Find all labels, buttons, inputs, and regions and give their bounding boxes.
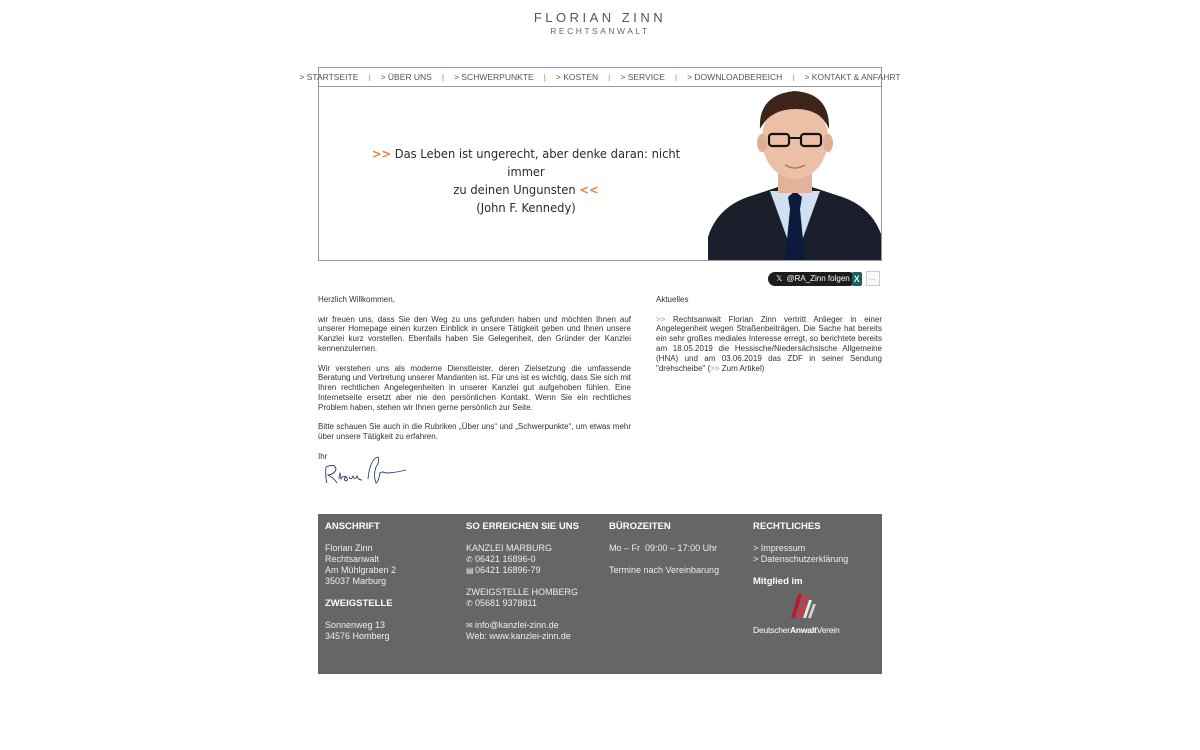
nav-downloadbereich[interactable]: > DOWNLOADBEREICH bbox=[687, 72, 783, 82]
lawyer-portrait-photo bbox=[708, 87, 882, 260]
footer-contact-column bbox=[466, 521, 606, 653]
nav-startseite[interactable]: > STARTSEITE bbox=[299, 72, 359, 82]
nav-separator: | bbox=[368, 72, 371, 82]
dav-logo[interactable] bbox=[753, 590, 853, 640]
nav-separator: | bbox=[608, 72, 611, 82]
branch-line: 34576 Homberg bbox=[325, 631, 390, 641]
dav-logo-mark bbox=[753, 590, 853, 622]
news-title: Aktuelles bbox=[656, 295, 689, 304]
page-wrapper bbox=[299, 67, 901, 641]
nav-service[interactable]: > SERVICE bbox=[620, 72, 665, 82]
twitter-follow-button[interactable] bbox=[768, 272, 856, 286]
news-section bbox=[656, 295, 882, 383]
quote-author: (John F. Kennedy) bbox=[476, 200, 576, 215]
site-name[interactable]: FLORIAN ZINN bbox=[533, 10, 667, 25]
nav-separator: | bbox=[674, 72, 678, 82]
footer-address-column bbox=[325, 521, 455, 653]
footer-legal-title: RECHTLICHES bbox=[753, 521, 821, 532]
hero-quote bbox=[358, 145, 695, 217]
footer-address-title: ANSCHRIFT bbox=[325, 521, 380, 532]
nav-separator: | bbox=[441, 72, 445, 82]
address-line: Rechtsanwalt bbox=[325, 554, 380, 564]
news-text-end: ) bbox=[761, 363, 765, 373]
welcome-paragraph-2: Wir verstehen uns als moderne Dienstleister, deren Zielsetzung die umfassende Beratung und Vertretung unserer Mandanten ist. Für uns ist es wichtig, dass Sie sich mit Ihren rechtlichen Angelegenheiten in unserer Kanzlei gut aufgehoben fühlen. Eine Internetseite ersetzt aber nie den persönlichen Kontakt. Wenn Sie ein rechtliches Problem haben, stehen wir Ihnen gerne persönlich zur Seite. bbox=[318, 363, 631, 412]
address-line: 35037 Marburg bbox=[325, 576, 387, 586]
fax-icon: ▤ bbox=[466, 566, 474, 575]
news-marker: >> bbox=[656, 314, 666, 324]
office-days: Mo – Fr bbox=[609, 543, 641, 553]
nav-separator: | bbox=[792, 72, 795, 82]
news-item bbox=[656, 315, 882, 374]
welcome-paragraph-3: Bitte schauen Sie auch in die Rubriken „Über uns“ und „Schwerpunkte“, um etwas mehr über unsere Tätigkeit zu erfahren. bbox=[318, 422, 631, 442]
office-time: 09:00 – 17:00 Uhr bbox=[645, 543, 718, 553]
twitter-follow-label: @RA_Zinn folgen bbox=[786, 274, 850, 283]
quote-open-mark: >> bbox=[371, 146, 392, 161]
quote-close-mark: << bbox=[579, 182, 599, 197]
phone-icon: ✆ bbox=[466, 555, 473, 564]
privacy-policy-link[interactable]: > Datenschutzerklärung bbox=[753, 554, 849, 564]
welcome-closing: Ihr bbox=[318, 451, 328, 461]
phone-icon: ✆ bbox=[466, 599, 473, 608]
homberg-phone[interactable]: ✆ 05681 9378811 bbox=[466, 598, 537, 608]
footer-legal-column bbox=[753, 521, 878, 640]
social-buttons bbox=[768, 271, 880, 286]
news-text: Rechtsanwalt Florian Zinn vertritt Anlieger in einer Angelegenheit wegen Straßenbeiträgen. Die Sache hat bereits ein sehr großes mediales Interesse erregt, so berichtete bereits am 18.05.2019 die Hessische/Niedersächsische Allgemeine (HNA) und am 03.06.2019 das ZDF in seiner Sendung "drehscheibe" ( bbox=[656, 314, 882, 373]
marburg-fax: ▤06421 16896-79 bbox=[466, 565, 541, 575]
branch-line: Sonnenweg 13 bbox=[325, 620, 386, 630]
dav-logo-text: DeutscherAnwaltVerein bbox=[753, 625, 840, 635]
main-nav bbox=[299, 67, 901, 87]
address-line: Florian Zinn bbox=[325, 543, 373, 553]
envelope-icon: ✉ bbox=[466, 621, 473, 630]
address-line: Am Mühlgraben 2 bbox=[325, 565, 397, 575]
site-header bbox=[0, 10, 1200, 36]
welcome-greeting: Herzlich Willkommen, bbox=[318, 295, 395, 304]
nav-separator: | bbox=[543, 72, 546, 82]
website-link[interactable]: Web: www.kanzlei-zinn.de bbox=[466, 631, 571, 641]
x-logo-icon: 𝕏 bbox=[776, 274, 783, 283]
quote-line-1: Das Leben ist ungerecht, aber denke daran: nicht immer bbox=[394, 146, 681, 179]
share-more-button[interactable]: ... bbox=[866, 271, 880, 286]
hero-banner bbox=[318, 87, 882, 261]
membership-label: Mitglied im bbox=[753, 576, 803, 587]
marburg-phone[interactable]: ✆ 06421 16896-0 bbox=[466, 554, 536, 564]
footer-hours-column bbox=[609, 521, 739, 587]
signature-image bbox=[322, 453, 410, 489]
news-link-marker: >> bbox=[710, 363, 720, 373]
footer bbox=[318, 514, 882, 674]
nav-kosten[interactable]: > KOSTEN bbox=[555, 72, 599, 82]
marburg-office-title: KANZLEI MARBURG bbox=[466, 543, 553, 553]
appointment-note: Termine nach Vereinbarung bbox=[609, 565, 720, 575]
footer-branch-title: ZWEIGSTELLE bbox=[325, 598, 393, 609]
xing-icon[interactable]: X bbox=[853, 273, 860, 284]
impressum-link[interactable]: > Impressum bbox=[753, 543, 806, 553]
footer-hours-title: BÜROZEITEN bbox=[609, 521, 671, 532]
nav-kontakt-anfahrt[interactable]: > KONTAKT & ANFAHRT bbox=[804, 72, 901, 82]
nav-schwerpunkte[interactable]: > SCHWERPUNKTE bbox=[454, 72, 534, 82]
email-link[interactable]: ✉ info@kanzlei-zinn.de bbox=[466, 620, 559, 630]
welcome-text bbox=[318, 295, 631, 471]
news-article-link[interactable]: Zum Artikel bbox=[721, 363, 762, 373]
site-subtitle: RECHTSANWALT bbox=[550, 26, 650, 36]
footer-contact-title: SO ERREICHEN SIE UNS bbox=[466, 521, 579, 532]
quote-line-2: zu deinen Ungunsten bbox=[453, 182, 576, 197]
welcome-paragraph-1: wir freuen uns, dass Sie den Weg zu uns gefunden haben und möchten Ihnen auf unserer Homepage einen kurzen Einblick in unsere Tätigkeit geben und Ihnen unsere Kanzlei kurz vorstellen. Ebenfalls haben Sie Gelegenheit, den Gründer der Kanzlei kennenzulernen. bbox=[318, 314, 631, 353]
homberg-office-title: ZWEIGSTELLE HOMBERG bbox=[466, 587, 579, 597]
nav-ueber-uns[interactable]: > ÜBER UNS bbox=[380, 72, 432, 82]
